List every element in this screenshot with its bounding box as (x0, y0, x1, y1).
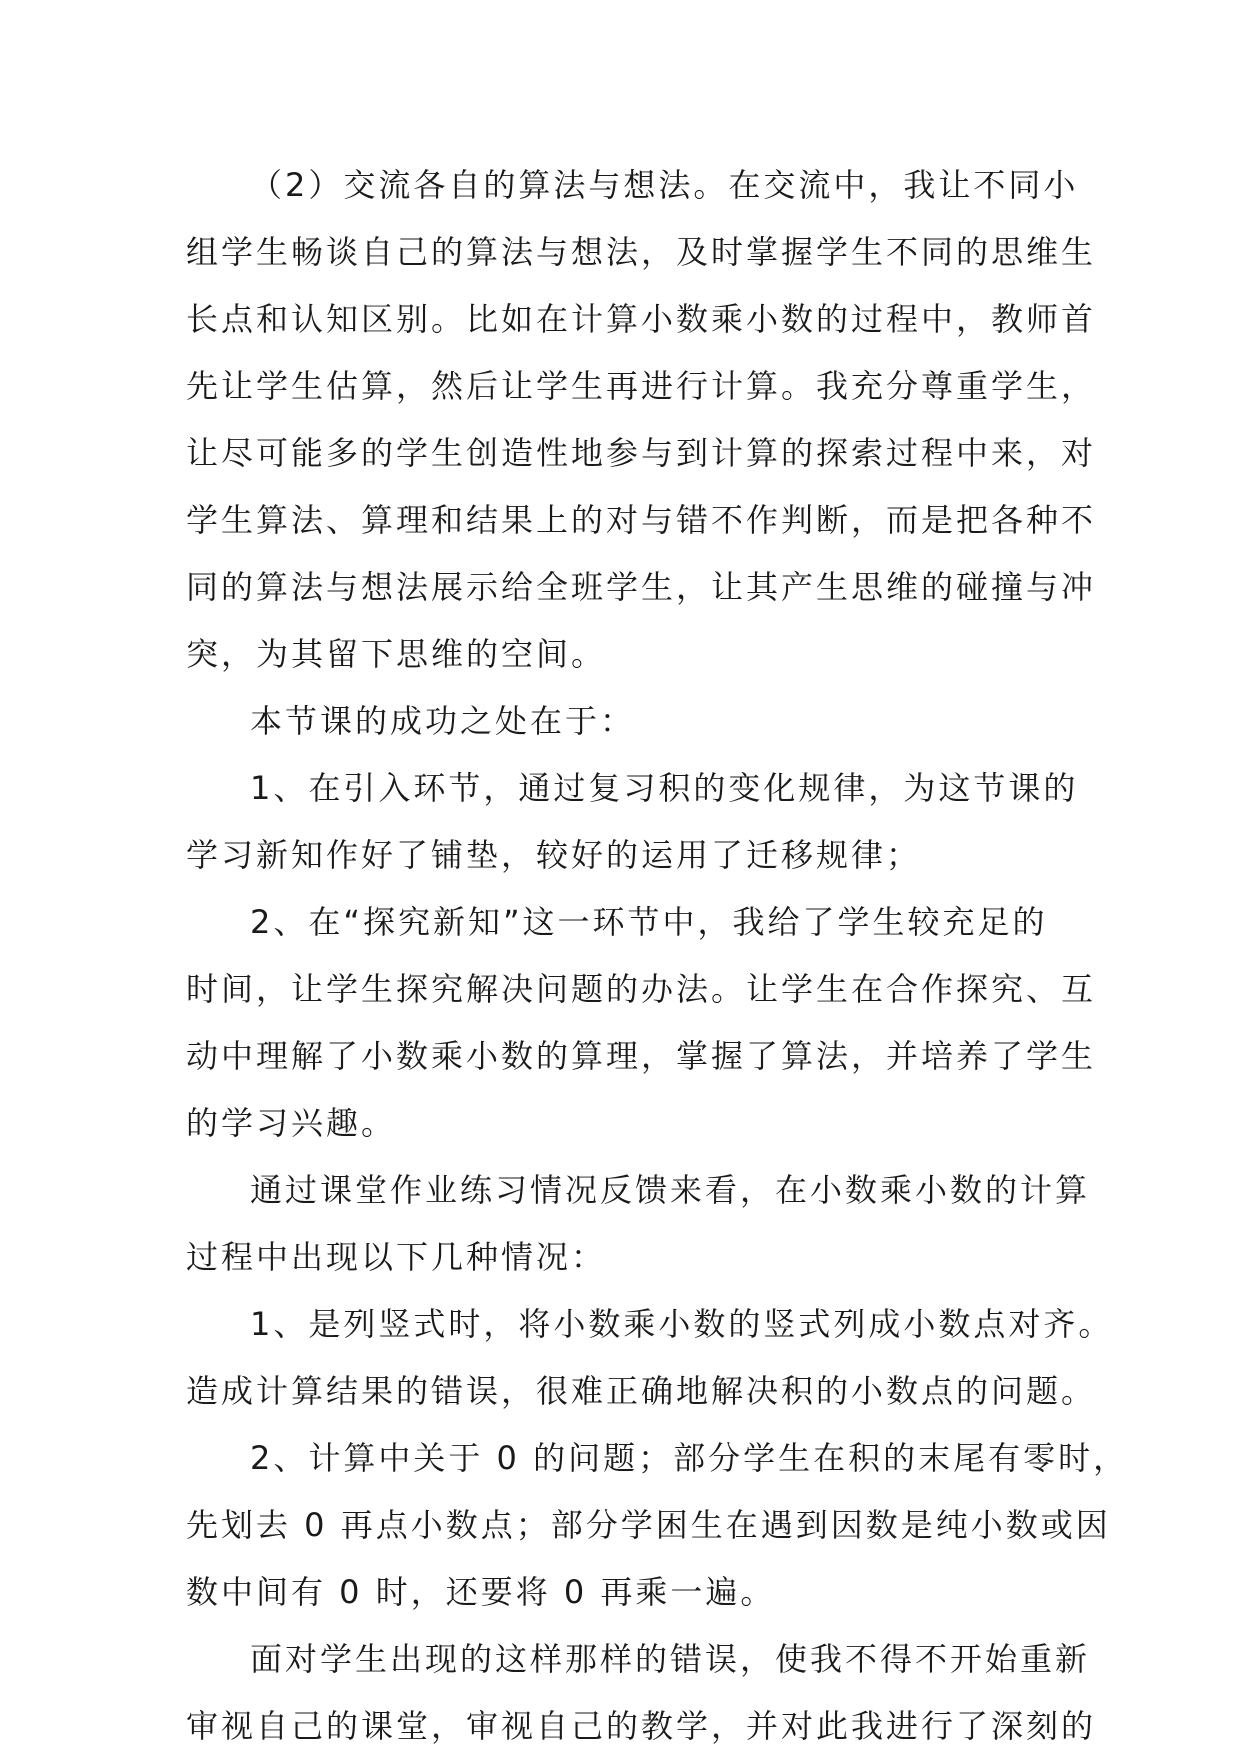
text-line: 长点和认知区别。比如在计算小数乘小数的过程中，教师首 (186, 300, 1097, 338)
text-line: 2、在“探究新知”这一环节中，我给了学生较充足的 (250, 903, 1048, 941)
text-line: 时间，让学生探究解决问题的办法。让学生在合作探究、互 (186, 970, 1097, 1008)
text-line: 审视自己的课堂，审视自己的教学，并对此我进行了深刻的 (186, 1707, 1097, 1745)
text-line: 突，为其留下思维的空间。 (186, 635, 607, 673)
text-line: 造成计算结果的错误，很难正确地解决积的小数点的问题。 (186, 1372, 1097, 1410)
text-line: 组学生畅谈自己的算法与想法，及时掌握学生不同的思维生 (186, 233, 1097, 271)
text-line: 先划去 0 再点小数点；部分学困生在遇到因数是纯小数或因 (186, 1506, 1111, 1544)
text-line: 1、是列竖式时，将小数乘小数的竖式列成小数点对齐。 (250, 1305, 1114, 1343)
text-line: 数中间有 0 时，还要将 0 再乘一遍。 (186, 1573, 776, 1611)
body-text (186, 152, 1129, 1760)
text-line: 学习新知作好了铺垫，较好的运用了迁移规律； (186, 836, 922, 874)
text-line: （2）交流各自的算法与想法。在交流中，我让不同小 (250, 166, 1079, 204)
text-line: 同的算法与想法展示给全班学生，让其产生思维的碰撞与冲 (186, 568, 1097, 606)
text-line: 1、在引入环节，通过复习积的变化规律，为这节课的 (250, 769, 1079, 807)
text-line: 2、计算中关于 0 的问题；部分学生在积的末尾有零时， (250, 1439, 1129, 1477)
text-line: 通过课堂作业练习情况反馈来看，在小数乘小数的计算 (250, 1171, 1091, 1209)
text-line: 本节课的成功之处在于： (250, 702, 636, 740)
text-line: 让尽可能多的学生创造性地参与到计算的探索过程中来，对 (186, 434, 1097, 472)
text-line: 面对学生出现的这样那样的错误，使我不得不开始重新 (250, 1640, 1091, 1678)
text-line: 先让学生估算，然后让学生再进行计算。我充分尊重学生， (186, 367, 1097, 405)
text-line: 学生算法、算理和结果上的对与错不作判断，而是把各种不 (186, 501, 1097, 539)
text-line: 过程中出现以下几种情况： (186, 1238, 607, 1276)
text-line: 的学习兴趣。 (186, 1104, 397, 1142)
text-line: 动中理解了小数乘小数的算理，掌握了算法，并培养了学生 (186, 1037, 1097, 1075)
